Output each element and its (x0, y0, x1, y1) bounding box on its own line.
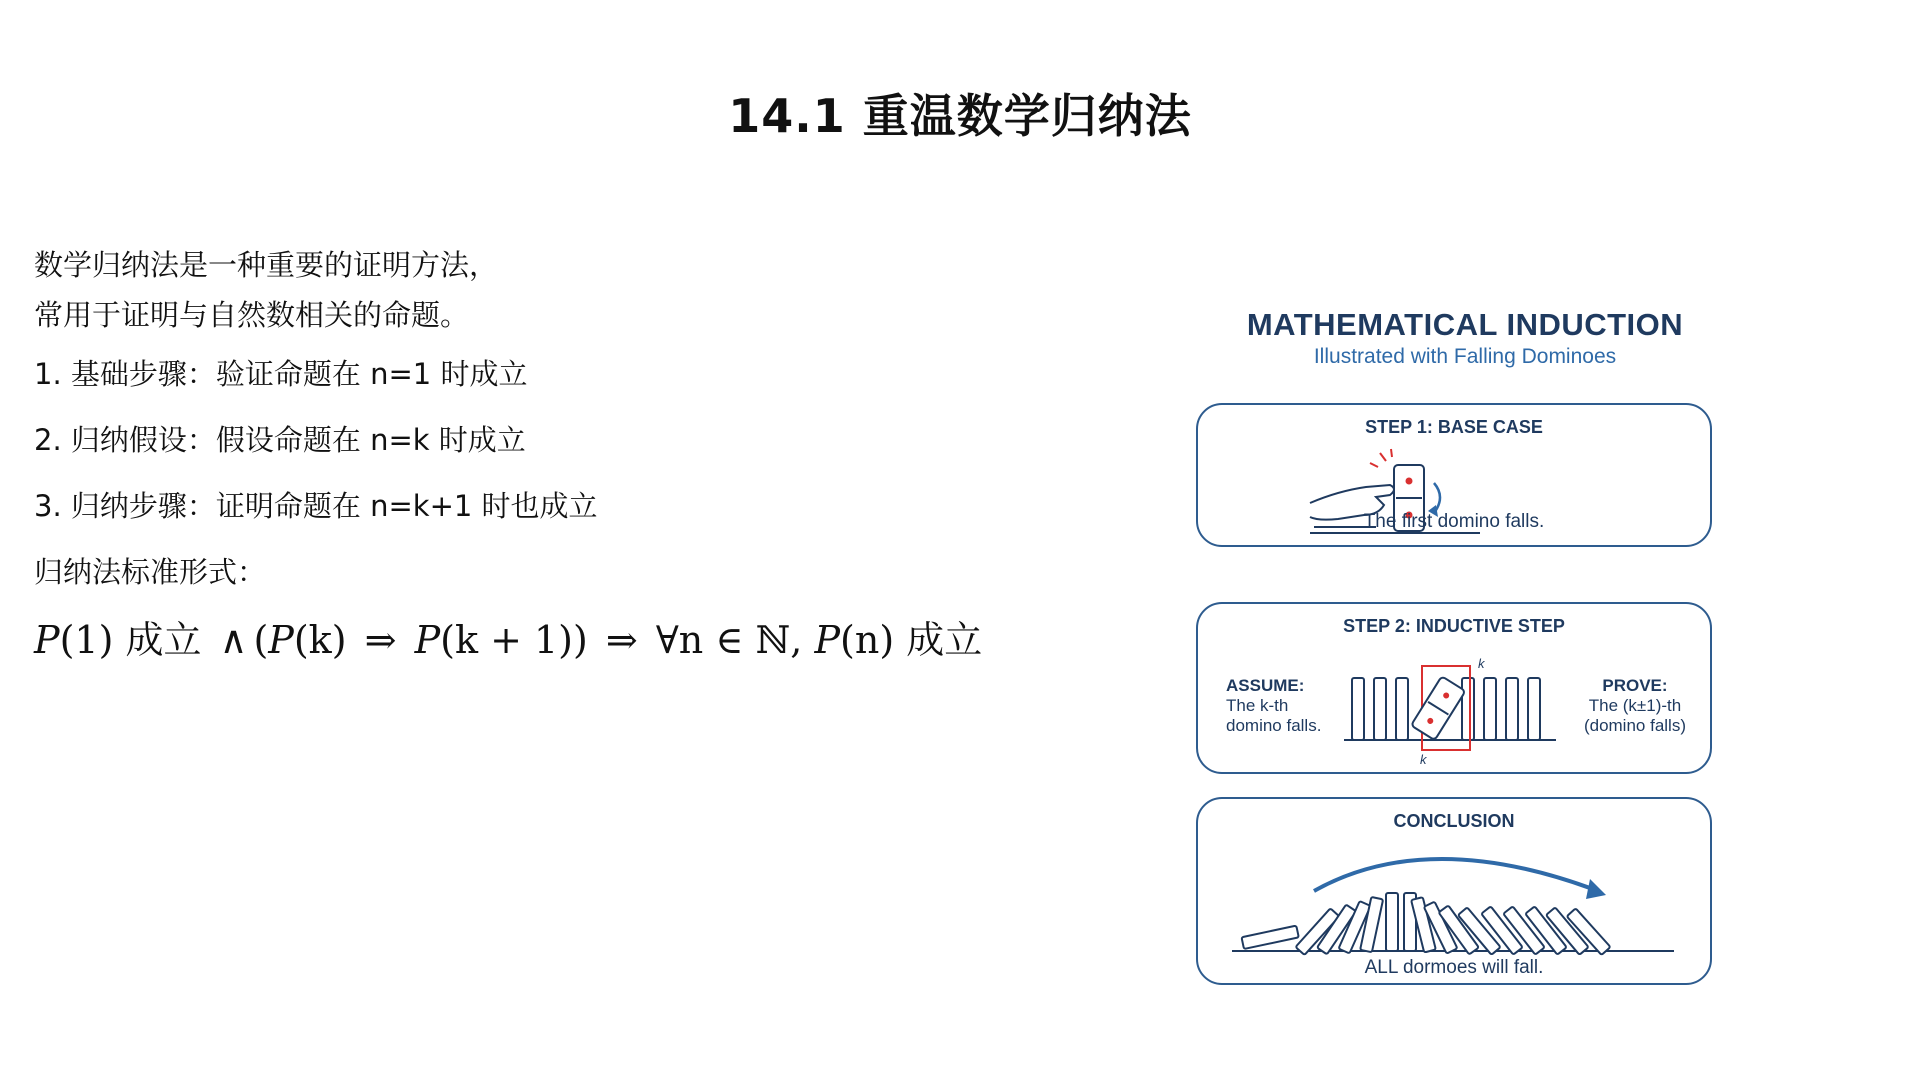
formula-p1: P (34, 618, 60, 662)
step-hypothesis: 2. 归纳假设：假设命题在 n=k 时成立 (34, 423, 526, 457)
step-inductive: 3. 归纳步骤：证明命题在 n=k+1 时也成立 (34, 489, 598, 523)
formula-label: 归纳法标准形式： (34, 555, 267, 589)
inductive-step-heading: STEP 2: INDUCTIVE STEP (1343, 616, 1565, 636)
sweep-arrow-icon (1314, 859, 1598, 891)
formula-implies-1: ⇒ (364, 618, 397, 662)
domino-row-art (1198, 604, 1710, 772)
induction-formula: P(1) 成立 ∧ (P(k) ⇒ P(k + 1)) ⇒ ∀n ∈ ℕ, P(n) 成立 (34, 618, 983, 662)
base-case-heading: STEP 1: BASE CASE (1365, 417, 1543, 437)
illustration-title: MATHEMATICAL INDUCTION (1246, 307, 1684, 342)
assume-line-2: domino falls. (1226, 716, 1322, 735)
intro-line-2: 常用于证明与自然数相关的命题。 (34, 298, 470, 332)
conclusion-panel (1196, 797, 1712, 985)
impact-mark-icon (1380, 453, 1386, 461)
formula-k1: (k + 1) (440, 618, 573, 662)
prove-title: PROVE: (1602, 676, 1668, 695)
assume-title: ASSUME: (1226, 676, 1305, 695)
prove-line-2: (domino falls) (1583, 716, 1686, 735)
formula-n: (n) (840, 618, 895, 662)
base-case-caption: The first domino falls. (1363, 511, 1545, 532)
falling-dominoes-art (1198, 799, 1710, 983)
falling-domino-icon (1411, 676, 1465, 740)
formula-holds-2: 成立 (906, 618, 983, 662)
intro-text (34, 240, 1034, 340)
assume-line-1: The k-th (1226, 696, 1289, 715)
formula-implies-2: ⇒ (605, 618, 638, 662)
domino-chain (1242, 893, 1611, 955)
formula-k: (k) (293, 618, 347, 662)
formula-p3: P (414, 618, 441, 662)
k-label-top: k (1478, 656, 1485, 671)
intro-line-1: 数学归纳法是一种重要的证明方法， (34, 248, 499, 282)
formula-p2: P (268, 618, 294, 662)
induction-illustration (1065, 245, 1865, 1045)
prove-line-1: The (k±1)-th (1588, 696, 1682, 715)
base-case-panel (1196, 403, 1712, 547)
formula-holds-1: 成立 (125, 618, 202, 662)
formula-one: (1) (59, 618, 114, 662)
content-area (34, 240, 1034, 668)
page-title: 14.1 重温数学归纳法 (728, 89, 1192, 143)
conclusion-heading: CONCLUSION (1393, 811, 1515, 831)
illustration-subtitle: Illustrated with Falling Dominoes (1313, 345, 1617, 368)
conclusion-caption: ALL dormoes will fall. (1364, 957, 1544, 978)
formula-p4: P (814, 618, 841, 662)
inductive-step-panel (1196, 602, 1712, 774)
formula-forall: ∀n ∈ ℕ, (655, 618, 803, 662)
step-base: 1. 基础步骤：验证命题在 n=1 时成立 (34, 357, 528, 391)
formula-and: ∧ (219, 618, 248, 662)
k-label-bottom: k (1420, 752, 1427, 767)
